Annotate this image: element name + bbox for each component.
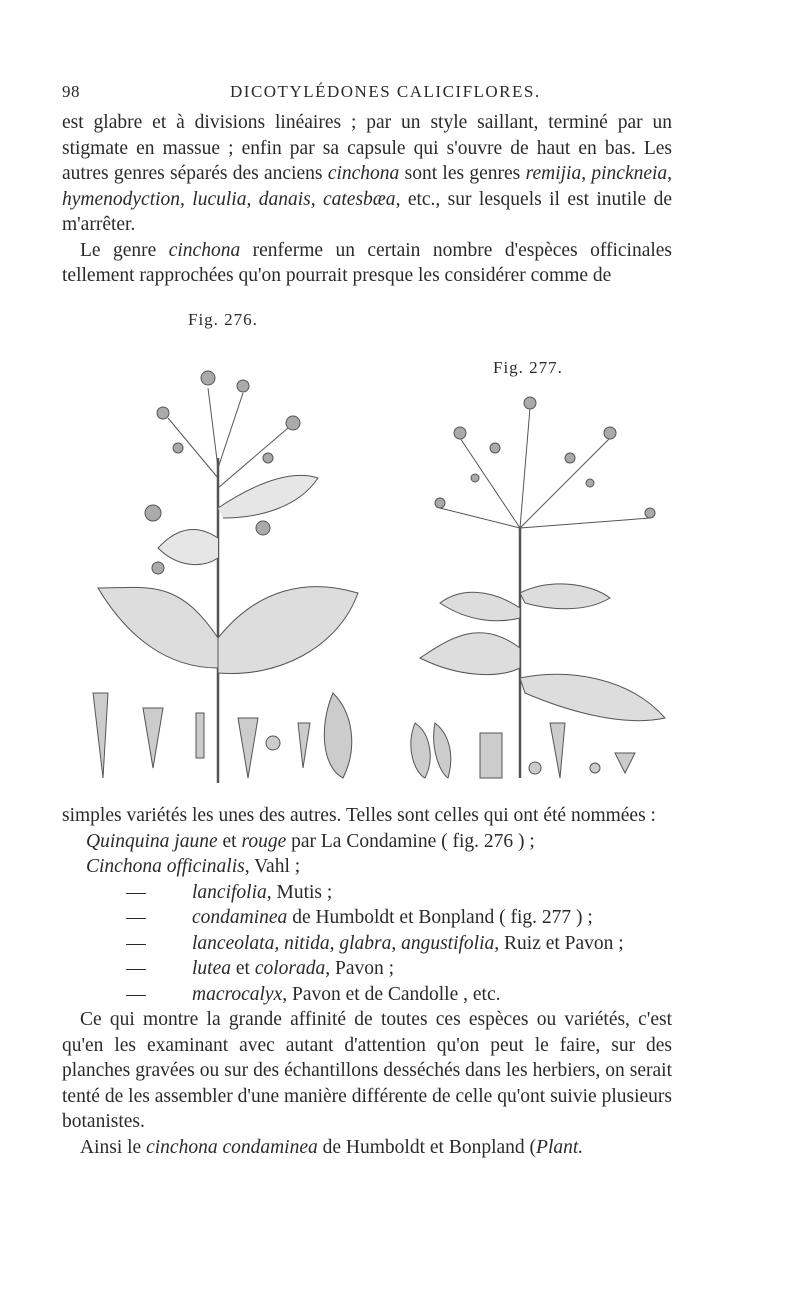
- top-text-block: [62, 110, 672, 289]
- list-item: Quinquina jaune et rouge par La Condamine ( fig. 276 ) ;: [86, 830, 535, 852]
- list-item: — condaminea de Humboldt et Bonpland ( fig. 277 ) ;: [126, 907, 593, 928]
- figure-276-label: Fig. 276.: [188, 310, 258, 329]
- page-header: [62, 82, 672, 108]
- list-item: — lancifolia, Mutis ;: [126, 881, 333, 903]
- paragraph-3: simples variétés les unes des autres. Telles sont celles qui ont été nommées :: [62, 805, 656, 826]
- paragraph-2: Le genre cinchona renferme un certain nombre d'espèces officinales tellement rapprochées qu'on pourrait presque les considérer comme de: [62, 239, 673, 286]
- running-title: DICOTYLÉDONES CALICIFLORES.: [230, 82, 541, 101]
- list-item: Cinchona officinalis, Vahl ;: [86, 856, 301, 877]
- page-number: 98: [62, 82, 80, 101]
- species-list: [62, 829, 672, 1008]
- figure-277-illustration: [400, 378, 670, 788]
- figure-276-illustration: [58, 338, 378, 788]
- list-item: — lanceolata, nitida, glabra, angustifolia, Ruiz et Pavon ;: [126, 932, 624, 954]
- paragraph-1: est glabre et à divisions linéaires ; par un style saillant, terminé par un stigmate en massue ; enfin par sa capsule qui s'ouvre de haut en bas. Les autres genres séparés des anciens cinchona sont les genres remijia, pinckneia, hymenodyction, luculia, danais, catesbæa, etc., sur lesquels il est inutile de m'arrêter.: [62, 112, 673, 235]
- list-item: — macrocalyx, Pavon et de Candolle , etc.: [126, 983, 501, 1005]
- paragraph-5: Ainsi le cinchona condaminea de Humboldt et Bonpland (Plant.: [80, 1136, 584, 1158]
- bottom-text-block: [62, 803, 672, 1160]
- paragraph-4: Ce qui montre la grande affinité de toutes ces espèces ou variétés, c'est qu'en les examinant avec autant d'attention qu'on peut le faire, sur des planches gravées ou sur des échantillons desséchés dans les herbiers, on serait tenté de les assembler d'une manière différente de celle qu'ont suivie plusieurs botanistes.: [62, 1009, 672, 1132]
- figure-277-label: Fig. 277.: [493, 358, 563, 377]
- list-item: — lutea et colorada, Pavon ;: [126, 958, 395, 979]
